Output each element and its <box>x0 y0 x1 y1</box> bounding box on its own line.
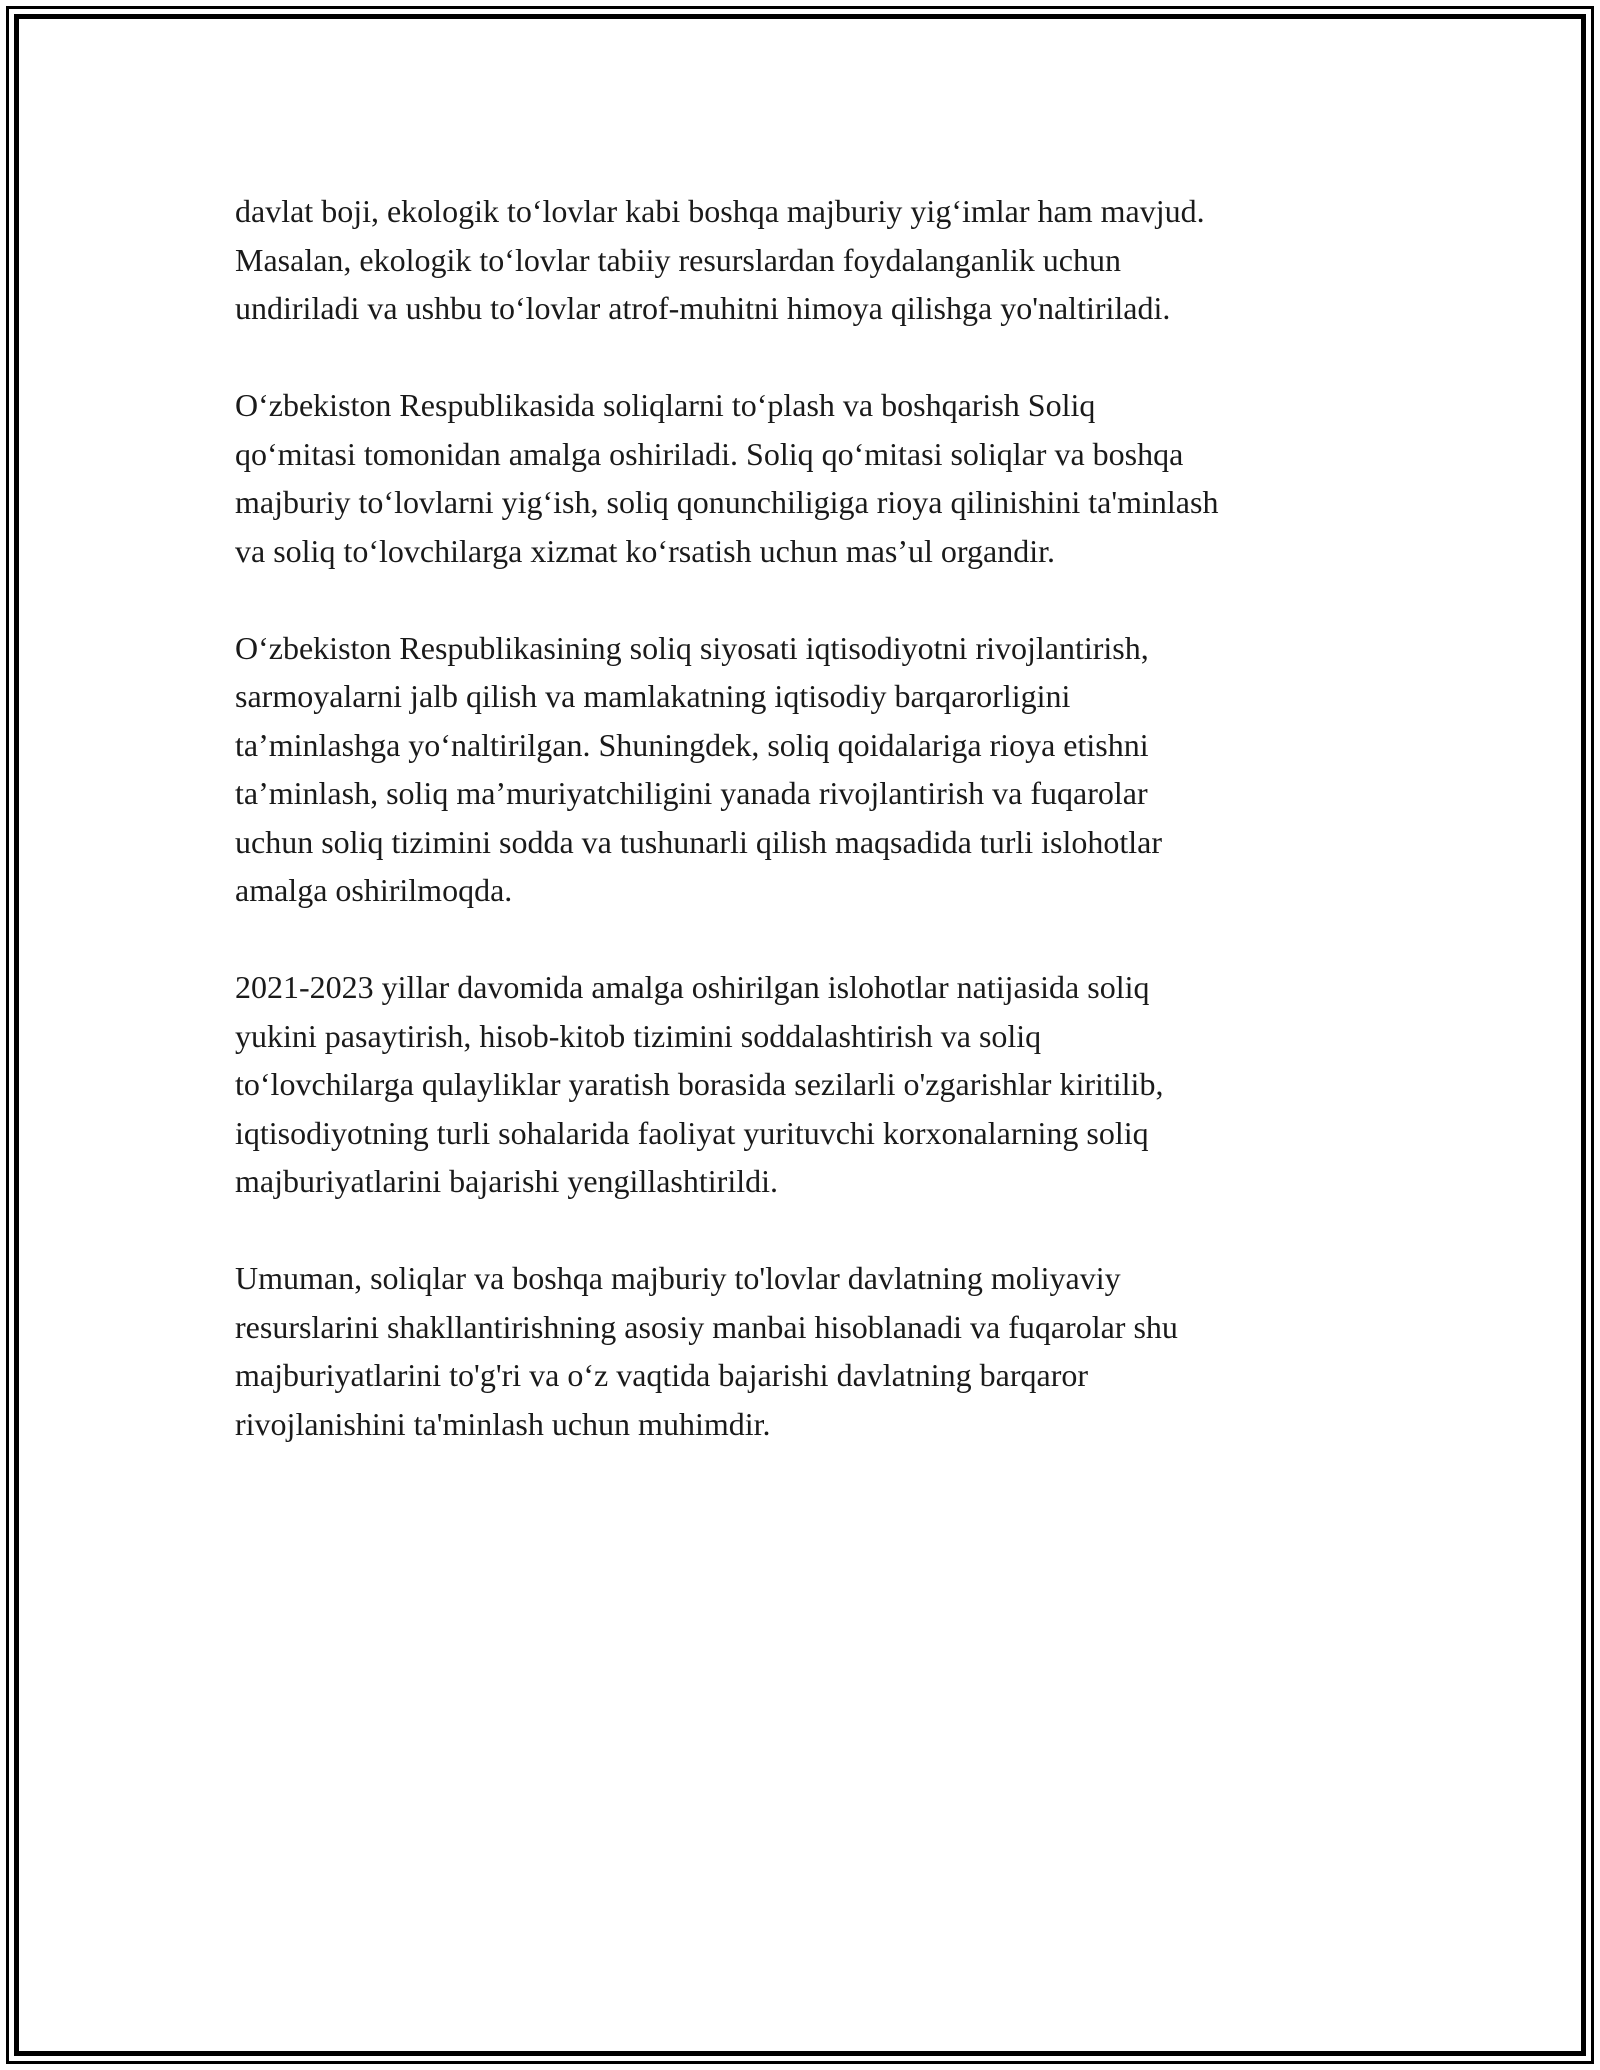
paragraph-5: Umuman, soliqlar va boshqa majburiy to'lovlar davlatning moliyaviy resurslarini shakllantirishning asosiy manbai hisoblanadi va fuqarolar shu majburiyatlarini to'g'ri va o‘z vaqtida bajarishi davlatning barqaror rivojlanishini ta'minlash uchun muhimdir. <box>235 1260 1178 1442</box>
paragraph-2: O‘zbekiston Respublikasida soliqlarni to‘plash va boshqarish Soliq qo‘mitasi tomonidan amalga oshiriladi. Soliq qo‘mitasi soliqlar va boshqa majburiy to‘lovlarni yig‘ish, soliq qonunchiligiga rioya qilinishini ta'minlash va soliq to‘lovchilarga xizmat ko‘rsatish uchun mas’ul organdir. <box>235 387 1219 569</box>
paragraph-4: 2021-2023 yillar davomida amalga oshirilgan islohotlar natijasida soliq yukini pasaytirish, hisob-kitob tizimini soddalashtirish va soliq to‘lovchilarga qulayliklar yaratish borasida sezilarli o'zgarishlar kiritilib, iqtisodiyotning turli sohalarida faoliyat yurituvchi korxonalarning soliq majburiyatlarini bajarishi yengillashtirildi. <box>235 969 1164 1199</box>
document-body <box>235 187 1365 1497</box>
paragraph-1: davlat boji, ekologik to‘lovlar kabi boshqa majburiy yig‘imlar ham mavjud. Masalan, ekologik to‘lovlar tabiiy resurslardan foydalanganlik uchun undiriladi va ushbu to‘lovlar atrof-muhitni himoya qilishga yo'naltiriladi. <box>235 193 1205 326</box>
paragraph-3: O‘zbekiston Respublikasining soliq siyosati iqtisodiyotni rivojlantirish, sarmoyalarni jalb qilish va mamlakatning iqtisodiy barqarorligini ta’minlashga yo‘naltirilgan. Shuningdek, soliq qoidalariga rioya etishni ta’minlash, soliq ma’muriyatchiligini yanada rivojlantirish va fuqarolar uchun soliq tizimini sodda va tushunarli qilish maqsadida turli islohotlar amalga oshirilmoqda. <box>235 629 1162 908</box>
